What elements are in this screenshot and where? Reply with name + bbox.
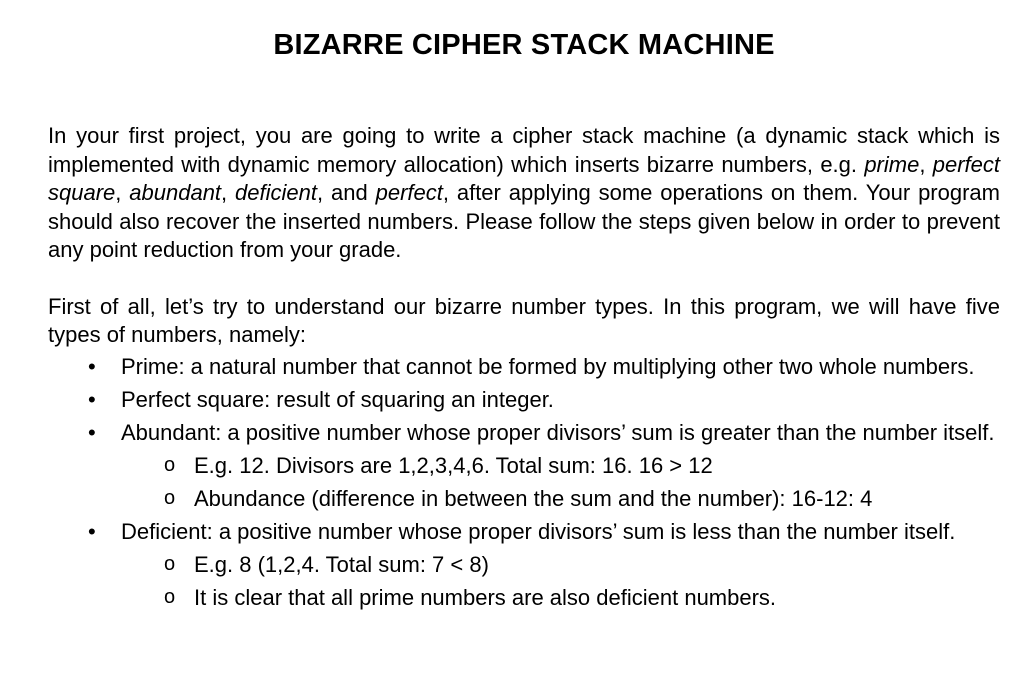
intro-sep4: , and	[317, 180, 376, 205]
deficient-sub-list	[48, 548, 1000, 614]
sub-list-item-text: E.g. 12. Divisors are 1,2,3,4,6. Total sum: 16. 16 > 12	[194, 452, 713, 478]
intro-sep2: ,	[115, 180, 130, 205]
circle-bullet-icon: o	[164, 552, 176, 575]
list-item-prime	[48, 350, 1000, 383]
list-item-text: Deficient: a positive number whose proper divisors’ sum is less than the number itself.	[121, 518, 956, 544]
intro-text-part2: , after applying some operations on them. Your program should also recover the inserted numbers. Please follow the steps given below in order to prevent any point reduction from your grade.	[48, 180, 1000, 262]
intro-text-part1: In your first project, you are going to write a cipher stack machine (a dynamic stack which is implemented with dynamic memory allocation) which inserts bizarre numbers, e.g.	[48, 123, 1000, 177]
sub-list-item-text: Abundance (difference in between the sum and the number): 16-12: 4	[194, 485, 873, 511]
abundant-sub-list	[48, 449, 1000, 515]
types-intro-paragraph: First of all, let’s try to understand our bizarre number types. In this program, we will have five types of numbers, namely:	[48, 293, 1000, 347]
intro-sep3: ,	[221, 180, 236, 205]
term-abundant: abundant	[129, 180, 222, 205]
list-item-text: Perfect square: result of squaring an integer.	[121, 386, 554, 412]
term-perfect-square: perfect square	[48, 151, 1000, 205]
number-types-list-continued	[48, 515, 1000, 548]
list-item-perfect-square	[48, 383, 1000, 416]
number-types-list	[48, 350, 1000, 449]
circle-bullet-icon: o	[164, 486, 176, 509]
sub-list-item-text: E.g. 8 (1,2,4. Total sum: 7 < 8)	[194, 551, 489, 577]
bullet-icon: •	[88, 419, 96, 445]
list-item-deficient	[48, 515, 1000, 548]
list-item-text: Abundant: a positive number whose proper divisors’ sum is greater than the number itself.	[121, 419, 995, 445]
bullet-icon: •	[88, 386, 96, 412]
list-item-abundant	[48, 416, 1000, 449]
term-prime: prime	[864, 151, 920, 177]
list-item-text: Prime: a natural number that cannot be formed by multiplying other two whole numbers.	[121, 353, 975, 379]
intro-paragraph	[48, 122, 1000, 265]
sub-list-item	[48, 449, 1000, 482]
bullet-icon: •	[88, 518, 96, 544]
term-deficient: deficient	[235, 180, 317, 205]
circle-bullet-icon: o	[164, 453, 176, 476]
circle-bullet-icon: o	[164, 585, 176, 608]
term-perfect: perfect	[375, 180, 443, 205]
sub-list-item	[48, 548, 1000, 581]
page-title: BIZARRE CIPHER STACK MACHINE	[273, 29, 775, 61]
sub-list-item	[48, 581, 1000, 614]
bullet-icon: •	[88, 353, 96, 379]
intro-sep1: ,	[919, 151, 933, 177]
sub-list-item-text: It is clear that all prime numbers are also deficient numbers.	[194, 584, 777, 610]
sub-list-item	[48, 482, 1000, 515]
document-page	[48, 0, 1000, 614]
